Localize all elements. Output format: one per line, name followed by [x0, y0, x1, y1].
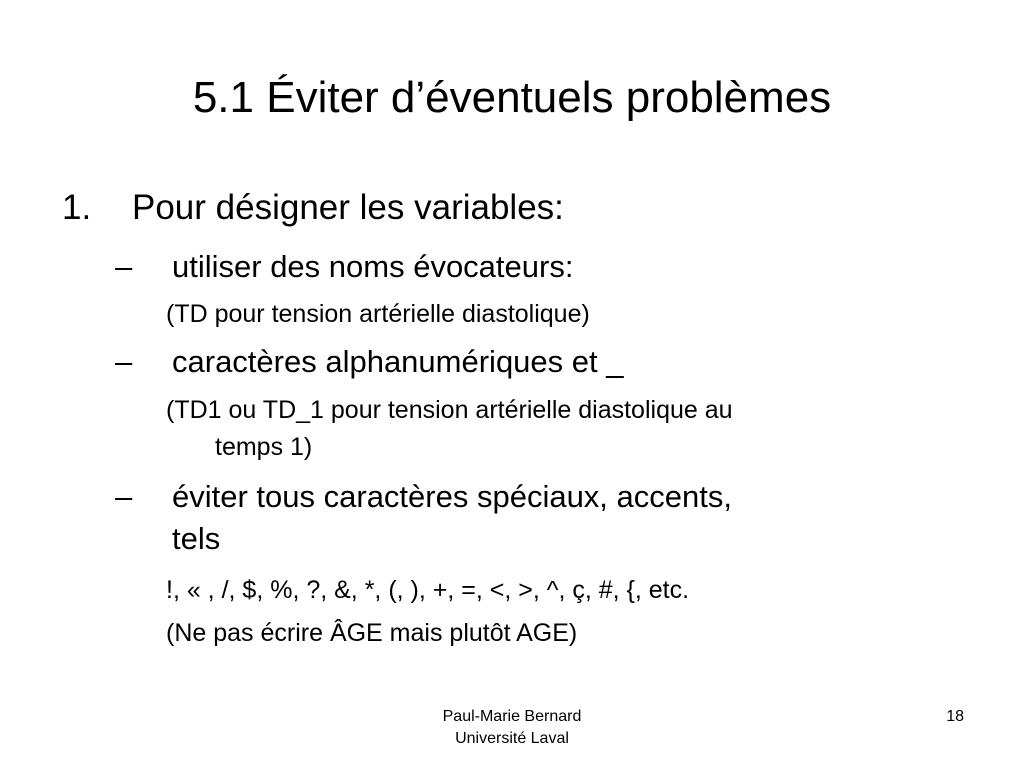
list-number: 1.: [62, 188, 92, 227]
list-item-continued: tels: [172, 521, 221, 556]
example-text: (TD1 ou TD_1 pour tension artérielle diastolique au: [166, 396, 733, 424]
example-text: (Ne pas écrire ÂGE mais plutôt AGE): [166, 619, 578, 647]
example-text: (TD pour tension artérielle diastolique): [166, 300, 590, 328]
example-text: !, « , /, $, %, ?, &, *, (, ), +, =, <, >, ^, ç, #, {, etc.: [166, 576, 690, 604]
list-heading: Pour désigner les variables:: [132, 188, 564, 227]
dash-marker: –: [115, 479, 133, 514]
example-text-continued: temps 1): [215, 433, 313, 461]
list-item: caractères alphanumériques et _: [172, 344, 624, 379]
slide-title: 5.1 Éviter d’éventuels problèmes: [192, 73, 832, 122]
footer-author: Paul-Marie Bernard: [442, 708, 582, 725]
list-item: éviter tous caractères spéciaux, accents,: [172, 479, 732, 514]
footer-institution: Université Laval: [455, 730, 569, 747]
dash-marker: –: [115, 249, 133, 284]
page-number: 18: [946, 708, 964, 725]
list-item: utiliser des noms évocateurs:: [172, 249, 574, 284]
dash-marker: –: [115, 344, 133, 379]
footer-credit: [412, 706, 612, 750]
